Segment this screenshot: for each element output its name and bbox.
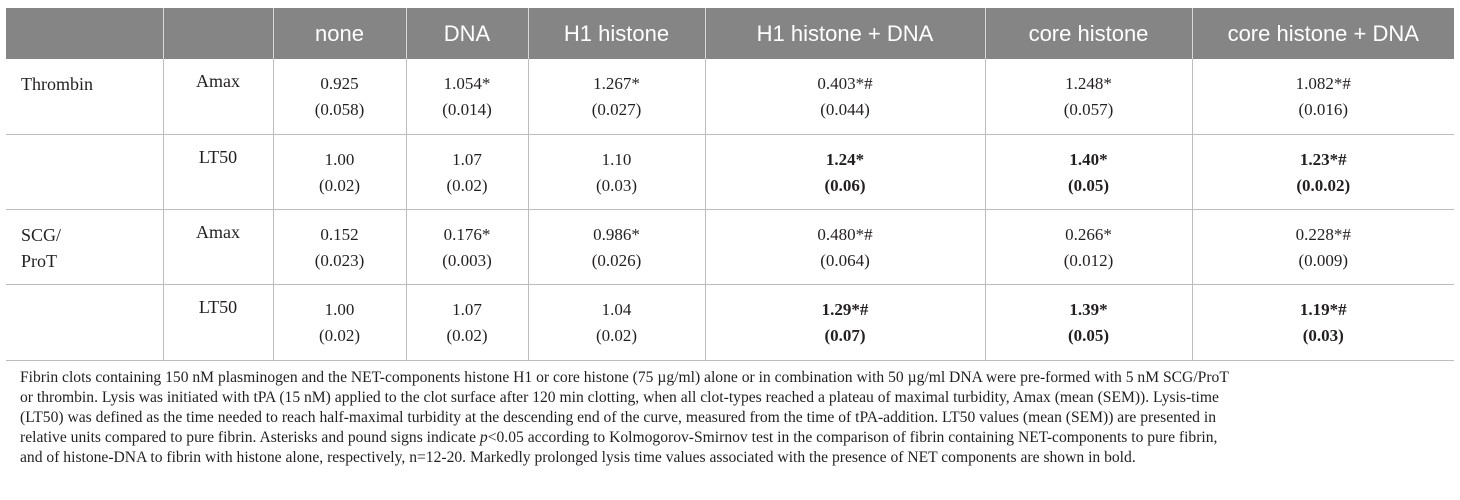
condition-cell: Thrombin [6, 59, 163, 134]
sem-value: (0.012) [1063, 250, 1114, 270]
value-cell [406, 284, 528, 360]
sem-value: (0.009) [1298, 250, 1349, 270]
table-row [6, 209, 1454, 284]
mean-value: 0.986* [593, 224, 640, 244]
measure-cell: LT50 [163, 134, 273, 209]
footnote-line: or thrombin. Lysis was initiated with tPA (15 nM) applied to the clot surface after 120 min clotting, when all clot-types reached a plateau of maximal turbidity, Amax (mean (SEM)). Lysis-time [20, 389, 1219, 406]
footnote-line: (LT50) was defined as the time needed to reach half-maximal turbidity at the descending end of the curve, measured from the time of tPA-addition. LT50 values (mean (SEM)) are presented in [20, 409, 1217, 426]
header-cell-blank-2 [163, 8, 273, 59]
value-cell-bold [705, 284, 985, 360]
value-cell [528, 284, 705, 360]
mean-value: 1.07 [452, 149, 482, 169]
results-table [6, 8, 1454, 361]
footnote-line [20, 448, 1450, 468]
mean-value: 1.00 [324, 299, 355, 319]
sem-value: (0.06) [824, 175, 866, 195]
value-cell [406, 59, 528, 134]
mean-value: 1.248* [1065, 74, 1112, 93]
table-row [6, 134, 1454, 209]
value-cell-bold [1192, 284, 1454, 360]
mean-value: 1.07 [452, 299, 482, 319]
value-cell-bold [985, 134, 1192, 209]
sem-value: (0.016) [1298, 100, 1349, 119]
measure-cell: LT50 [163, 284, 273, 360]
sem-value: (0.05) [1067, 175, 1110, 195]
value-cell [528, 59, 705, 134]
header-dna: DNA [406, 8, 528, 59]
value-cell [528, 209, 705, 284]
value-cell [985, 59, 1192, 134]
value-cell-bold [985, 284, 1192, 360]
sem-value: (0.02) [446, 325, 488, 345]
mean-value: 1.054* [443, 74, 491, 93]
sem-value: (0.044) [820, 100, 870, 119]
value-cell [273, 134, 406, 209]
condition-line: SCG/ [21, 224, 62, 245]
mean-value: 1.267* [593, 74, 640, 93]
condition-line: ProT [21, 250, 57, 271]
sem-value: (0.02) [318, 325, 361, 345]
sem-value: (0.07) [824, 325, 866, 345]
value-cell [406, 209, 528, 284]
measure-cell: Amax [163, 209, 273, 284]
header-row [6, 8, 1454, 59]
mean-value: 1.29*# [821, 299, 869, 319]
sem-value: (0.03) [1302, 325, 1344, 345]
mean-value: 0.176* [443, 224, 491, 244]
sem-value: (0.023) [314, 250, 365, 270]
sem-value: (0.02) [318, 175, 361, 195]
condition-cell [6, 209, 163, 284]
sem-value: (0.026) [591, 250, 642, 270]
value-cell [1192, 209, 1454, 284]
mean-value: 0.403*# [817, 74, 873, 93]
sem-value: (0.058) [314, 100, 365, 119]
footnote-line: Fibrin clots containing 150 nM plasminogen and the NET-components histone H1 or core histone (75 µg/ml) alone or in combination with 50 µg/ml DNA were pre-formed with 5 nM SCG/ProT [20, 369, 1229, 386]
mean-value: 1.082*# [1295, 74, 1351, 93]
sem-value: (0.064) [820, 250, 870, 270]
mean-value: 1.40* [1069, 149, 1108, 169]
header-h1-histone: H1 histone [528, 8, 705, 59]
value-cell [985, 209, 1192, 284]
mean-value: 1.23*# [1299, 149, 1347, 169]
measure-cell: Amax [163, 59, 273, 134]
header-none: none [273, 8, 406, 59]
sem-value: (0.03) [595, 175, 638, 195]
condition-cell [6, 134, 163, 209]
table-row [6, 284, 1454, 360]
sem-value: (0.02) [595, 325, 638, 345]
value-cell-bold [705, 134, 985, 209]
mean-value: 1.19*# [1299, 299, 1347, 319]
mean-value: 0.266* [1065, 224, 1112, 244]
footnote-line [20, 428, 1450, 448]
header-cell-blank-1 [6, 8, 163, 59]
value-cell [273, 284, 406, 360]
footnote-text: <0.05 according to Kolmogorov-Smirnov test in the comparison of fibrin containing NET-components to pure fibrin, [487, 429, 1218, 446]
table-footnote [20, 368, 1450, 468]
mean-value: 0.480*# [817, 224, 873, 244]
value-cell [705, 59, 985, 134]
sem-value: (0.003) [442, 250, 492, 270]
mean-value: 0.925 [320, 74, 359, 93]
footnote-text: relative units compared to pure fibrin. Asterisks and pound signs indicate [20, 429, 480, 446]
mean-value: 1.10 [601, 149, 632, 169]
header-h1-histone-dna: H1 histone + DNA [705, 8, 985, 59]
value-cell [273, 59, 406, 134]
sem-value: (0.014) [442, 100, 492, 119]
sem-value: (0.05) [1067, 325, 1110, 345]
value-cell-bold [1192, 134, 1454, 209]
sem-value: (0.057) [1063, 100, 1114, 119]
footnote-text: of histone-DNA to fibrin with histone alone, respectively, n=12-20. Markedly prolonged lysis time values associated with the presence of NET components are shown in bold. [46, 449, 1136, 466]
mean-value: 0.152 [320, 224, 359, 244]
table-row [6, 59, 1454, 134]
value-cell [406, 134, 528, 209]
value-cell [528, 134, 705, 209]
mean-value: 1.00 [324, 149, 355, 169]
sem-value: (0.0.02) [1296, 175, 1351, 195]
value-cell [273, 209, 406, 284]
mean-value: 0.228*# [1295, 224, 1351, 244]
mean-value: 1.24* [825, 149, 865, 169]
value-cell [1192, 59, 1454, 134]
mean-value: 1.04 [601, 299, 632, 319]
mean-value: 1.39* [1069, 299, 1108, 319]
sem-value: (0.027) [591, 100, 642, 119]
p-symbol: p [479, 429, 488, 446]
footnote-text: and [20, 449, 47, 466]
header-core-histone-dna: core histone + DNA [1192, 8, 1454, 59]
sem-value: (0.02) [446, 175, 488, 195]
condition-cell [6, 284, 163, 360]
header-core-histone: core histone [985, 8, 1192, 59]
value-cell [705, 209, 985, 284]
